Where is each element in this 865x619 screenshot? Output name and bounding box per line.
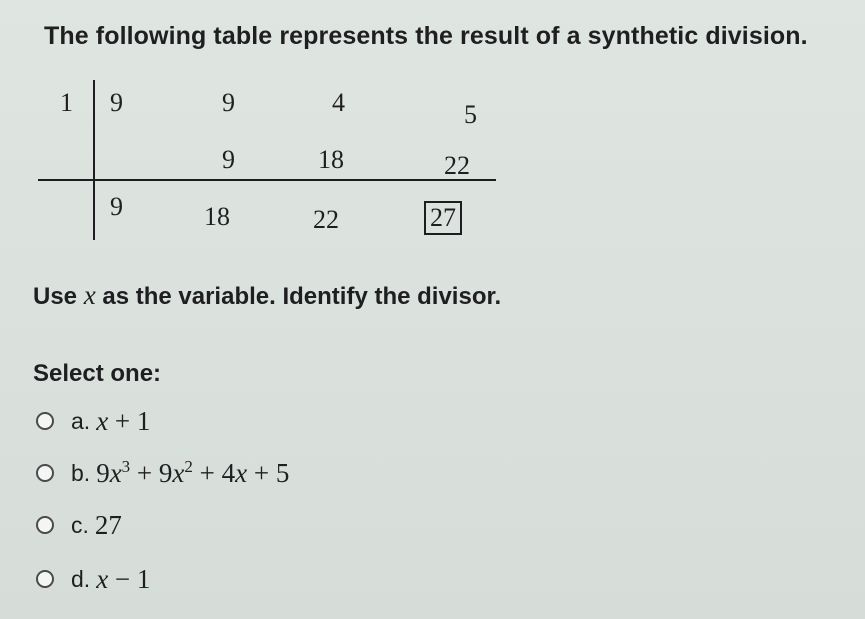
divisor-value: 1 xyxy=(60,88,73,117)
option-letter: c. xyxy=(71,511,89,538)
radio-button-b[interactable] xyxy=(36,464,54,482)
radio-button-a[interactable] xyxy=(36,412,54,430)
option-a[interactable] xyxy=(36,404,150,438)
result-cell: 18 xyxy=(204,202,230,231)
coefficient-cell: 5 xyxy=(464,100,477,129)
select-one-label: Select one: xyxy=(33,360,162,387)
table-horizontal-divider xyxy=(38,179,496,181)
option-letter: a. xyxy=(71,407,91,434)
table-vertical-divider xyxy=(93,80,95,240)
coefficient-cell: 9 xyxy=(222,88,235,117)
remainder-box: 27 xyxy=(424,201,462,235)
result-cell: 9 xyxy=(110,192,123,221)
option-c[interactable] xyxy=(36,508,122,542)
synthetic-division-table xyxy=(38,80,508,245)
question-title: The following table represents the result of a synthetic division. xyxy=(44,22,808,50)
option-text: $9x^3 + 9x^2 + 4x + 5$ xyxy=(96,457,290,488)
product-cell: 18 xyxy=(318,145,344,174)
option-letter: d. xyxy=(71,565,91,592)
coefficient-cell: 4 xyxy=(332,88,345,117)
option-d[interactable] xyxy=(36,562,150,596)
radio-button-d[interactable] xyxy=(36,570,54,588)
question-prompt xyxy=(33,280,501,311)
option-letter: b. xyxy=(71,459,91,486)
product-cell: 22 xyxy=(444,151,470,180)
radio-button-c[interactable] xyxy=(36,516,54,534)
result-cell: 22 xyxy=(313,205,339,234)
coefficient-cell: 9 xyxy=(110,88,123,117)
prompt-suffix: as the variable. Identify the divisor. xyxy=(95,283,502,310)
option-text: x + 1 xyxy=(96,405,151,436)
option-b[interactable] xyxy=(36,456,289,490)
product-cell: 9 xyxy=(222,145,235,174)
option-text: x − 1 xyxy=(96,563,151,594)
prompt-variable: x xyxy=(83,280,96,310)
option-text: 27 xyxy=(94,509,122,540)
prompt-prefix: Use xyxy=(33,283,84,310)
